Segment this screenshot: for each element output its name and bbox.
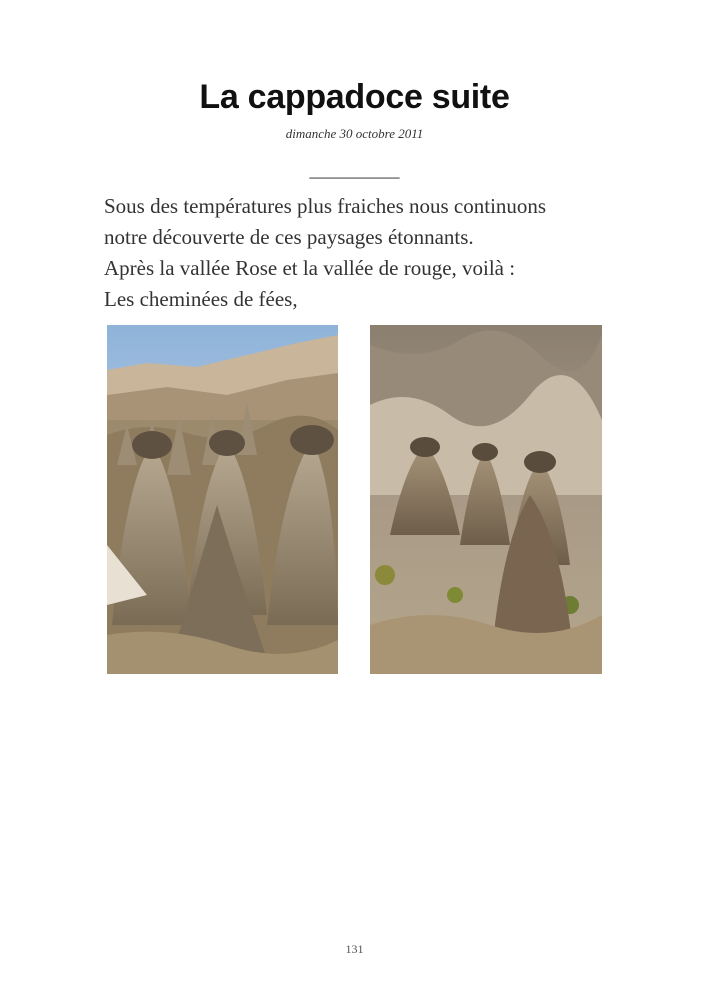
page-title: La cappadoce suite	[199, 78, 510, 116]
paragraph-line: Sous des températures plus fraiches nous continuons	[104, 194, 547, 218]
paragraph-line: Après la vallée Rose et la vallée de rouge, voilà :	[104, 256, 516, 280]
paragraph-line: notre découverte de ces paysages étonnants.	[104, 225, 474, 249]
fairy-chimneys-photo-left	[107, 325, 338, 674]
separator-line: __________	[309, 160, 400, 180]
body-paragraph	[104, 191, 624, 315]
post-date: dimanche 30 octobre 2011	[285, 126, 424, 141]
page-number: 131	[345, 942, 364, 956]
fairy-chimneys-photo-right	[370, 325, 602, 674]
paragraph-line: Les cheminées de fées,	[104, 287, 298, 311]
